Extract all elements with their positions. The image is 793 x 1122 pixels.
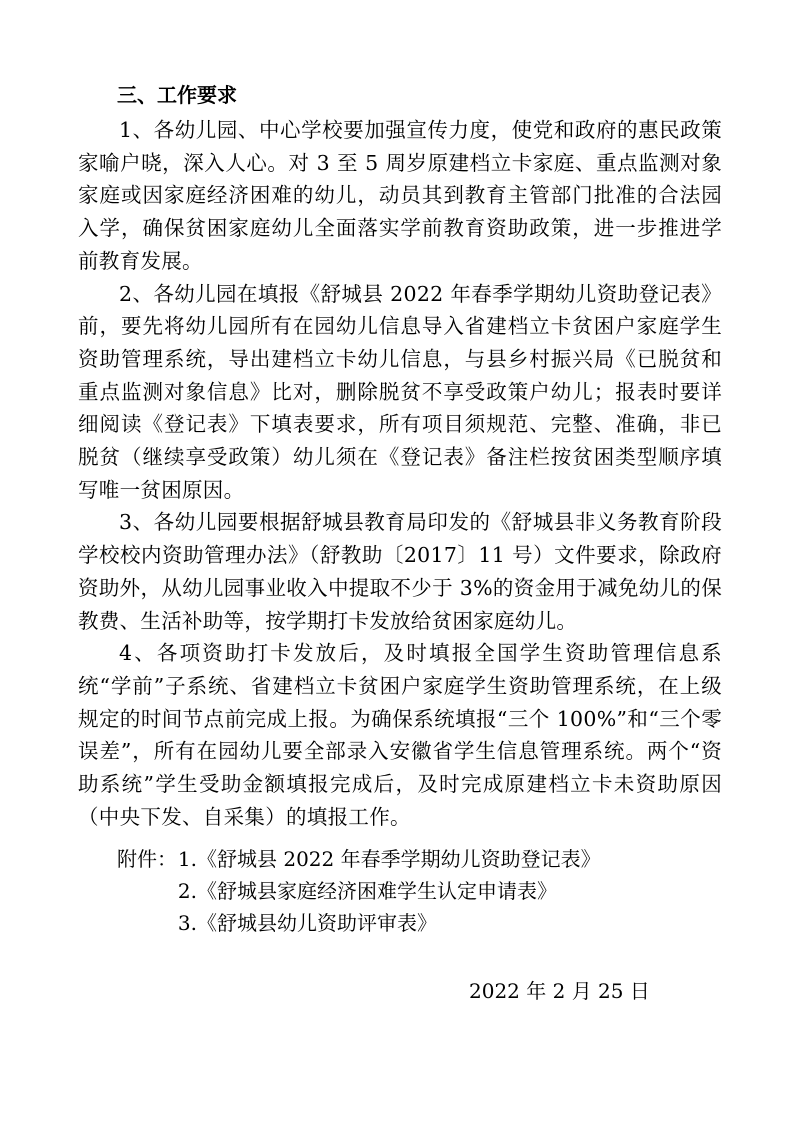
- attachments-label-spacer: [117, 875, 176, 907]
- attachments-label: 附件：: [117, 847, 177, 871]
- requirement-paragraph-3: 3、各幼儿园要根据舒城县教育局印发的《舒城县非义务教育阶段学校校内资助管理办法》（舒教助〔2017〕11 号）文件要求，除政府资助外，从幼儿园事业收入中提取不少于 3%的资金用于减免幼儿的保教费、生活补助等，按学期打卡发放给贫困家庭幼儿。: [78, 510, 722, 633]
- section-heading: 三、工作要求: [117, 83, 237, 107]
- attachments-list: [117, 843, 601, 939]
- attachment-title: 《舒城县 2022 年春季学期幼儿资助登记表》: [197, 847, 601, 871]
- attachment-item: [117, 843, 601, 875]
- attachment-item: [117, 875, 601, 907]
- attachment-number: 2.: [177, 879, 197, 903]
- attachment-number: 3.: [177, 911, 197, 935]
- attachment-number: 1.: [177, 847, 197, 871]
- requirements-body: [78, 114, 722, 833]
- attachment-item: [117, 907, 601, 939]
- attachments-label-spacer: [117, 907, 176, 939]
- requirement-paragraph-1: 1、各幼儿园、中心学校要加强宣传力度，使党和政府的惠民政策家喻户晓，深入人心。对 3 至 5 周岁原建档立卡家庭、重点监测对象家庭或因家庭经济困难的幼儿，动员其到教育主管部门批准的合法园入学，确保贫困家庭幼儿全面落实学前教育资助政策，进一步推进学前教育发展。: [78, 118, 722, 273]
- requirement-paragraph-2: 2、各幼儿园在填报《舒城县 2022 年春季学期幼儿资助登记表》前，要先将幼儿园所有在园幼儿信息导入省建档立卡贫困户家庭学生资助管理系统，导出建档立卡幼儿信息，与县乡村振兴局《已脱贫和重点监测对象信息》比对，删除脱贫不享受政策户幼儿；报表时要详细阅读《登记表》下填表要求，所有项目须规范、完整、准确，非已脱贫（继续享受政策）幼儿须在《登记表》备注栏按贫困类型顺序填写唯一贫困原因。: [78, 281, 722, 502]
- document-date: 2022 年 2 月 25 日: [469, 979, 650, 1003]
- requirement-paragraph-4: 4、各项资助打卡发放后，及时填报全国学生资助管理信息系统“学前”子系统、省建档立卡贫困户家庭学生资助管理系统，在上级规定的时间节点前完成上报。为确保系统填报“三个 100%”和“三个零误差”，所有在园幼儿要全部录入安徽省学生信息管理系统。两个“资助系统”学生受助金额填报完成后，及时完成原建档立卡未资助原因（中央下发、自采集）的填报工作。: [78, 641, 722, 829]
- attachment-title: 《舒城县家庭经济困难学生认定申请表》: [197, 879, 557, 903]
- attachment-title: 《舒城县幼儿资助评审表》: [197, 911, 437, 935]
